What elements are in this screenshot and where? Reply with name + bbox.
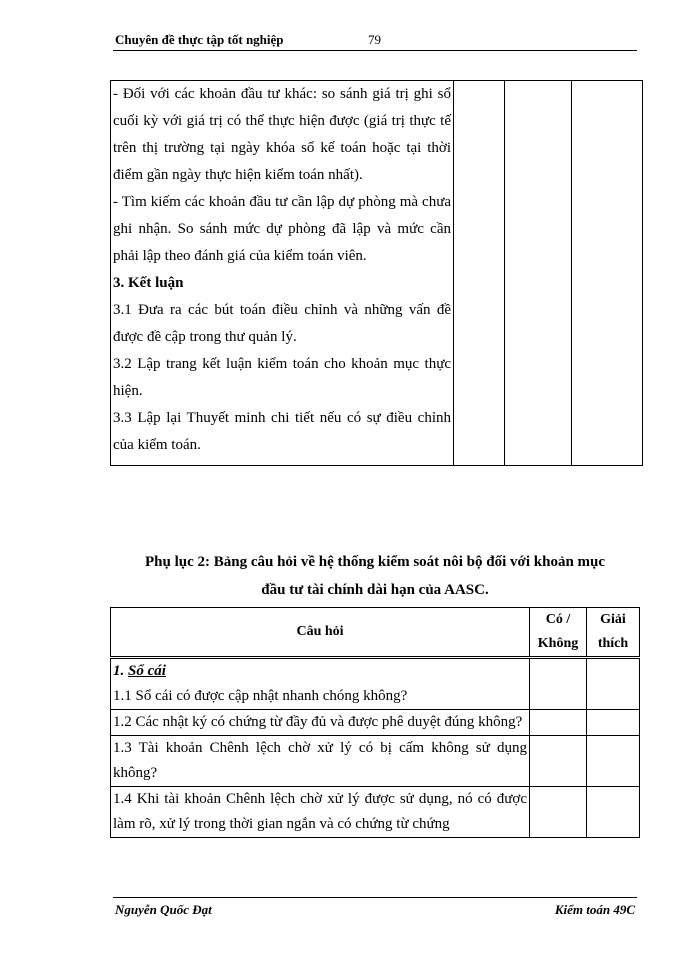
class-name: Kiểm toán 49C <box>554 902 635 917</box>
table-row <box>111 736 530 787</box>
empty-cell <box>572 81 643 466</box>
procedure-text-cell <box>111 81 454 466</box>
header-yes-no-line-1: Có / <box>545 612 571 627</box>
header-question: Câu hỏi <box>111 608 530 658</box>
table-row <box>111 658 530 710</box>
questionnaire-table <box>110 607 640 838</box>
page-footer <box>113 897 637 918</box>
page-header <box>113 32 637 51</box>
caption-line-2: đầu tư tài chính dài hạn của AASC. <box>261 582 489 598</box>
answer-cell <box>530 658 587 710</box>
explain-cell <box>587 710 640 736</box>
explain-cell <box>587 658 640 710</box>
question-1-3: 1.3 Tài khoản Chênh lệch chờ xử lý có bị cấm không sử dụng không? <box>113 740 527 781</box>
author-name: Nguyễn Quốc Đạt <box>115 902 212 917</box>
appendix-caption <box>110 548 640 604</box>
explain-cell <box>587 787 640 838</box>
page-number: 79 <box>368 32 381 47</box>
header-yes-no-line-2: Không <box>537 636 579 651</box>
audit-procedure-table <box>110 80 643 466</box>
table-row <box>111 710 530 736</box>
section-number: 1. <box>113 663 125 679</box>
document-title: Chuyên đề thực tập tốt nghiệp <box>115 32 284 47</box>
caption-line-1: Phụ lục 2: Bảng câu hỏi về hệ thống kiểm soát nôi bộ đối với khoản mục <box>144 554 606 570</box>
paragraph-other-investments: - Đối với các khoản đầu tư khác: so sánh giá trị ghi sổ cuối kỳ với giá trị có thể thực hiện được (giá trị thực tế trên thị trường tại ngày khóa sổ kế toán hoặc tại thời điểm gần ngày thực hiện kiểm toán nhất). <box>113 86 451 183</box>
paragraph-provisions: - Tìm kiếm các khoản đầu tư cần lập dự phòng mà chưa ghi nhận. So sánh mức dự phòng đã lập và mức cần phải lập theo đánh giá của kiểm toán viên. <box>113 194 451 264</box>
table-row <box>111 787 530 838</box>
section-heading-ledger <box>111 659 529 684</box>
empty-cell <box>454 81 505 466</box>
question-1-4: 1.4 Khi tài khoản Chênh lệch chờ xử lý được sử dụng, nó có được làm rõ, xử lý trong thời gian ngắn và có chứng từ chứng <box>113 791 527 832</box>
paragraph-3-1: 3.1 Đưa ra các bút toán điều chỉnh và những vấn đề được đề cập trong thư quản lý. <box>113 302 451 345</box>
header-explain <box>587 608 640 658</box>
question-1-1: 1.1 Sổ cái có được cập nhật nhanh chóng không? <box>113 688 408 704</box>
paragraph-3-3: 3.3 Lập lại Thuyết minh chi tiết nếu có sự điều chỉnh của kiểm toán. <box>113 410 451 453</box>
header-explain-line-2: thích <box>597 636 629 651</box>
empty-cell <box>505 81 572 466</box>
explain-cell <box>587 736 640 787</box>
question-1-2: 1.2 Các nhật ký có chứng từ đầy đủ và được phê duyệt đúng không? <box>113 714 523 730</box>
paragraph-3-2: 3.2 Lập trang kết luận kiểm toán cho khoản mục thực hiện. <box>113 356 451 399</box>
header-yes-no <box>530 608 587 658</box>
section-title: Sổ cái <box>128 663 166 679</box>
section-heading-conclusion: 3. Kết luận <box>113 275 184 291</box>
answer-cell <box>530 787 587 838</box>
header-explain-line-1: Giải <box>600 612 626 627</box>
answer-cell <box>530 710 587 736</box>
answer-cell <box>530 736 587 787</box>
